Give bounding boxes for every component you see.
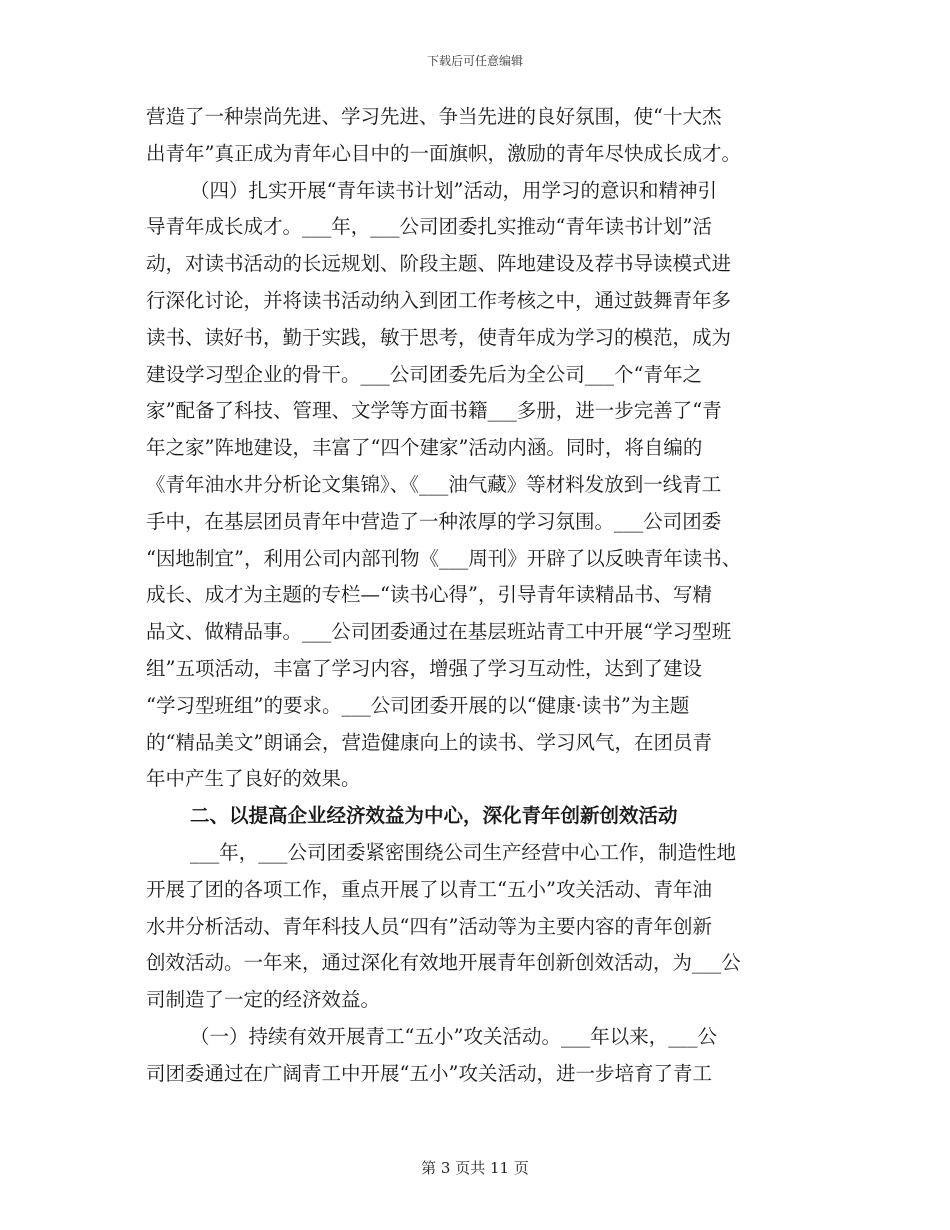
body-text-line: 开展了团的各项工作，重点开展了以青工“五小”攻关活动、青年油 <box>146 877 712 901</box>
document-body <box>146 99 806 1093</box>
body-text-line: “学习型班组”的要求。___公司团委开展的以“健康·读书”为主题 <box>146 693 690 717</box>
section-heading: 二、以提高企业经济效益为中心，深化青年创新创效活动 <box>190 804 678 828</box>
body-text-line: 营造了一种崇尚先进、学习先进、争当先进的良好氛围，使“十大杰 <box>146 105 722 128</box>
page-footer: 第 3 页共 11 页 <box>421 1159 529 1177</box>
body-text-line: 司制造了一定的经济效益。 <box>146 988 381 1012</box>
body-text-line: 创效活动。一年来，通过深化有效地开展青年创新创效活动，为___公 <box>146 951 741 975</box>
body-text-line: 动，对读书活动的长远规划、阶段主题、阵地建设及荐书导读模式进 <box>146 252 732 276</box>
body-text-line: 成长、成才为主题的专栏—“读书心得”，引导青年读精品书、写精 <box>146 583 712 607</box>
body-text-line: 《青年油水井分析论文集锦》、《___油气藏》等材料发放到一线青工 <box>146 472 722 496</box>
body-text-line: 建设学习型企业的骨干。___公司团委先后为全公司___个“青年之 <box>146 362 702 386</box>
body-text-line: 的“精品美文”朗诵会，营造健康向上的读书、学习风气，在团员青 <box>146 730 712 754</box>
body-text-line: （一）持续有效开展青工“五小”攻关活动。___年以来，___公 <box>190 1024 717 1048</box>
body-text-line: “因地制宜”，利用公司内部刊物《___周刊》开辟了以反映青年读书、 <box>146 546 742 570</box>
body-text-line: 水井分析活动、青年科技人员“四有”活动等为主要内容的青年创新 <box>146 914 712 938</box>
body-text-line: 导青年成长成才。___年，___公司团委扎实推动“青年读书计划”活 <box>146 215 712 239</box>
body-text-line: 司团委通过在广阔青工中开展“五小”攻关活动，进一步培育了青工 <box>146 1061 712 1085</box>
body-text-line: 年之家”阵地建设，丰富了“四个建家”活动内涵。同时，将自编的 <box>146 436 703 460</box>
body-text-line: 品文、做精品事。___公司团委通过在基层班站青工中开展“学习型班 <box>146 620 732 644</box>
body-text-line: （四）扎实开展“青年读书计划”活动，用学习的意识和精神引 <box>190 178 717 202</box>
body-text-line: 出青年”真正成为青年心目中的一面旗帜，激励的青年尽快成长成才。 <box>146 141 741 165</box>
body-text-line: 读书、读好书，勤于实践，敏于思考，使青年成为学习的模范，成为 <box>146 325 732 349</box>
body-text-line: 年中产生了良好的效果。 <box>146 767 361 791</box>
page-header: 下载后可任意编辑 <box>426 54 523 68</box>
body-text-line: ___年，___公司团委紧密围绕公司生产经营中心工作，制造性地 <box>190 840 737 864</box>
body-text-line: 行深化讨论，并将读书活动纳入到团工作考核之中，通过鼓舞青年多 <box>146 288 732 312</box>
body-text-line: 组”五项活动，丰富了学习内容，增强了学习互动性，达到了建设 <box>146 656 702 680</box>
body-text-line: 手中，在基层团员青年中营造了一种浓厚的学习氛围。___公司团委 <box>146 509 722 533</box>
body-text-line: 家”配备了科技、管理、文学等方面书籍___多册，进一步完善了“青 <box>146 399 722 423</box>
